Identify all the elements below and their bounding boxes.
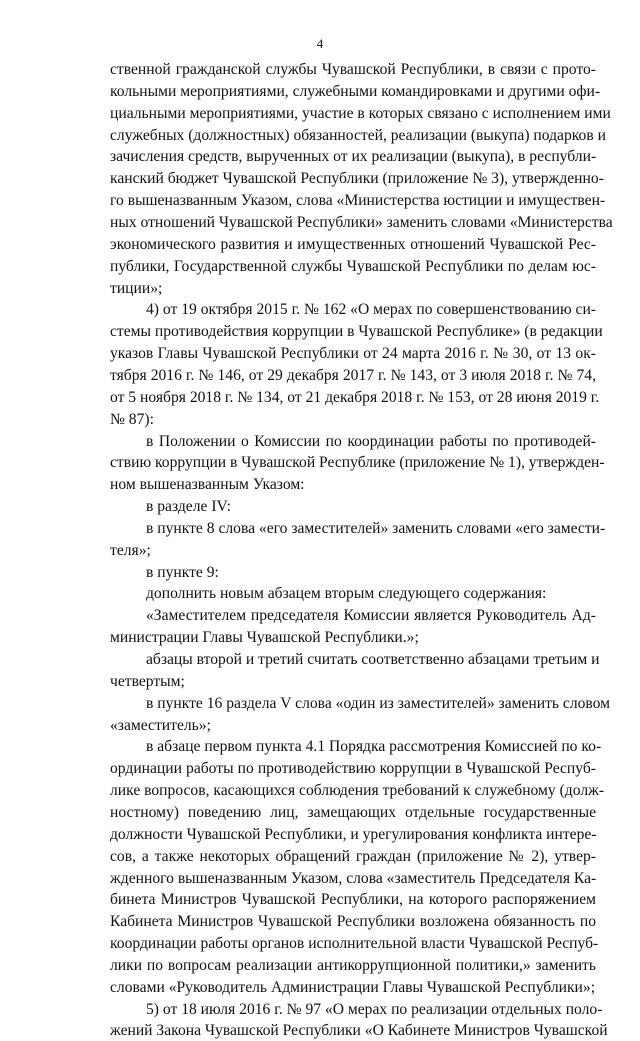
text-line: словами «Руководитель Администрации Главы Чувашской Республики»; <box>110 978 596 996</box>
text-line: Кабинета Министров Чувашской Республики возложена обязанность по <box>110 913 596 931</box>
page-number: 4 <box>316 36 324 51</box>
text-line: 5) от 18 июля 2016 г. № 97 «О мерах по реализации отдельных поло- <box>146 1000 603 1018</box>
text-line: ных отношений Чувашской Республики» заменить словами «Министерства <box>110 214 613 231</box>
text-line: ностному) поведению лиц, замещающих отдельные государственные <box>110 803 596 821</box>
text-line: в абзаце первом пункта 4.1 Порядка рассмотрения Комиссией по ко- <box>146 738 602 756</box>
text-line: четвертым; <box>110 672 185 690</box>
text-line: публики, Государственной службы Чувашской Республики по делам юс- <box>110 257 596 275</box>
text-line: в пункте 16 раздела V слова «один из заместителей» заменить словом <box>146 694 611 712</box>
text-line: указов Главы Чувашской Республики от 24 марта 2016 г. № 30, от 13 ок- <box>110 345 596 363</box>
text-line: сов, а также некоторых обращений граждан (приложение № 2), утвер- <box>110 847 596 865</box>
text-line: ственной гражданской службы Чувашской Республики, в связи с прото- <box>110 61 596 78</box>
text-line: зачисления средств, вырученных от их реализации (выкупа), в республи- <box>110 148 597 166</box>
text-line: бинета Министров Чувашской Республики, на которого распоряжением <box>110 891 596 909</box>
text-line: в пункте 9: <box>146 563 219 581</box>
text-line: циальными мероприятиями, участие в которых связано с исполнением ими <box>110 104 611 122</box>
text-line: «Заместителем председателя Комиссии является Руководитель Ад- <box>146 607 596 625</box>
text-line: 4) от 19 октября 2015 г. № 162 «О мерах по совершенствованию си- <box>146 301 596 319</box>
text-line: стемы противодействия коррупции в Чувашской Республике» (в редакции <box>110 323 603 341</box>
text-line: го вышеназванным Указом, слова «Министерства юстиции и имуществен- <box>110 192 606 210</box>
text-line: от 5 ноября 2018 г. № 134, от 21 декабря 2018 г. № 153, от 28 июня 2019 г. <box>110 388 600 406</box>
text-line: в Положении о Комиссии по координации работы по противодей- <box>146 432 596 450</box>
text-line: в разделе IV: <box>146 498 231 515</box>
text-line: должности Чувашской Республики, и урегулирования конфликта интере- <box>110 825 597 843</box>
text-line: министрации Главы Чувашской Республики.»; <box>110 629 419 647</box>
text-line: «заместитель»; <box>110 716 211 734</box>
text-line: тиции»; <box>110 279 163 297</box>
text-line: в пункте 8 слова «его заместителей» заменить словами «его замести- <box>146 519 606 537</box>
text-line: жденного вышеназванным Указом, слова «заместитель Председателя Ка- <box>110 869 597 887</box>
text-line: ном вышеназванным Указом: <box>110 476 305 494</box>
text-line: абзацы второй и третий считать соответственно абзацами третьим и <box>146 651 600 668</box>
text-line: экономического развития и имущественных отношений Чувашской Рес- <box>110 235 596 253</box>
text-line: служебных (должностных) обязанностей, реализации (выкупа) подарков и <box>110 126 606 144</box>
text-line: дополнить новым абзацем вторым следующего содержания: <box>146 585 547 603</box>
text-line: тября 2016 г. № 146, от 29 декабря 2017 г. № 143, от 3 июля 2018 г. № 74, <box>110 366 596 384</box>
text-line: кольными мероприятиями, служебными командировками и другими офи- <box>110 82 601 100</box>
text-line: лике вопросов, касающихся соблюдения требований к служебному (долж- <box>110 782 605 800</box>
text-line: ординации работы по противодействию коррупции в Чувашской Респуб- <box>110 760 596 778</box>
text-line: жений Закона Чувашской Республики «О Кабинете Министров Чувашской <box>110 1022 608 1040</box>
text-line: лики по вопросам реализации антикоррупционной политики,» заменить <box>110 956 596 974</box>
text-line: ствию коррупции в Чувашской Республике (приложение № 1), утвержден- <box>110 454 605 472</box>
text-line: теля»; <box>110 541 151 559</box>
text-line: координации работы органов исполнительной власти Чувашской Респуб- <box>110 935 599 952</box>
text-line: канский бюджет Чувашской Республики (приложение № 3), утвержденно- <box>110 170 604 188</box>
text-line: № 87): <box>110 410 154 428</box>
